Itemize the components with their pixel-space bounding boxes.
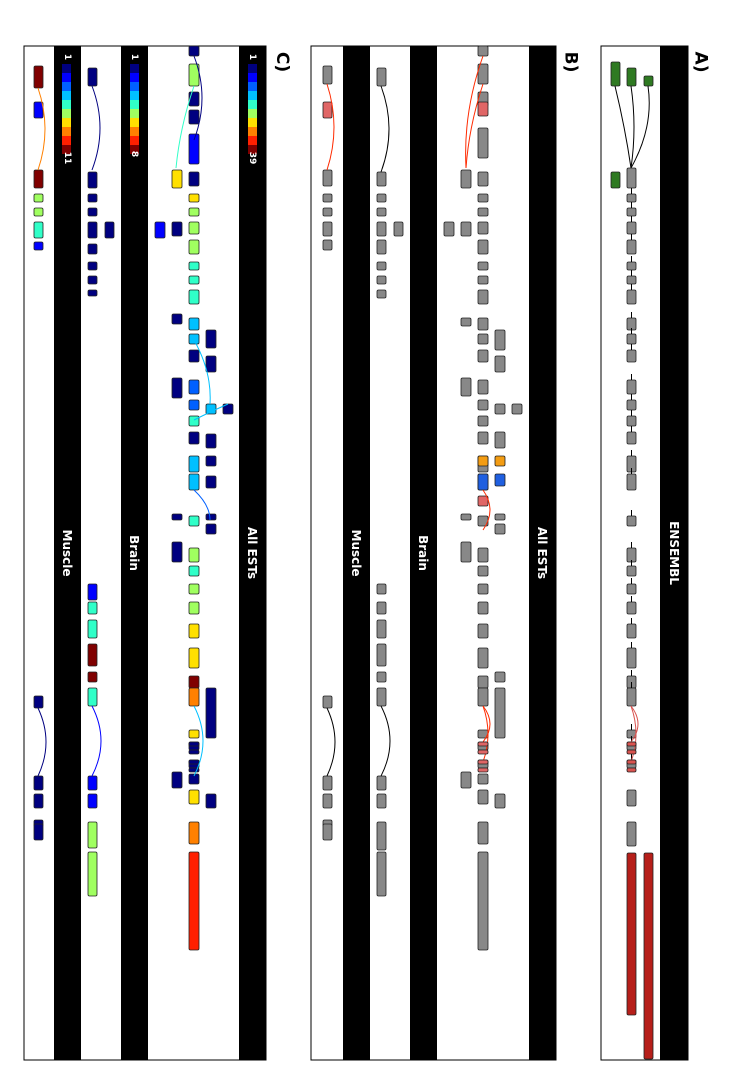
micro-exon-a [627, 750, 636, 754]
exon-b [478, 262, 488, 270]
exon-b-alt [461, 514, 471, 520]
exon-b-orange [478, 456, 488, 466]
first-exon-alt-3 [644, 76, 653, 86]
exon-c-alt [206, 794, 216, 808]
micro-exon-c [189, 742, 199, 746]
exon-c [189, 290, 199, 304]
exon-c-muscle [34, 696, 43, 708]
exon-c-brain [88, 68, 97, 86]
exon-c [189, 194, 199, 202]
color-scale-swatch [62, 136, 71, 145]
scale-brain-min: 1 [129, 53, 139, 61]
exon-c-brain [88, 290, 97, 296]
color-scale-swatch [248, 73, 257, 82]
exon-c-muscle [34, 194, 43, 202]
exon-c [189, 262, 199, 270]
color-scale-swatch [62, 100, 71, 109]
exon-a [627, 432, 636, 444]
micro-exon-a [627, 742, 636, 746]
color-scale-swatch [248, 100, 257, 109]
exon-b-alt [495, 404, 505, 414]
color-scale-swatch [62, 118, 71, 127]
exon-b-brain [377, 222, 386, 236]
first-exon-alt-1 [611, 62, 620, 86]
exon-b-brain [377, 644, 386, 666]
exon-b-alt [461, 170, 471, 188]
exon-b-brain [377, 852, 386, 896]
micro-exon-a [627, 768, 636, 772]
exon-b-alt [495, 672, 505, 682]
exon-b-muscle [323, 66, 332, 84]
exon-c-alt [206, 456, 216, 466]
scale-muscle-min: 1 [62, 53, 72, 61]
exon-c [189, 380, 199, 394]
exon-a [627, 400, 636, 410]
exon-a [627, 822, 636, 846]
exon-c-alt [172, 514, 182, 520]
exon-b-muscle [323, 222, 332, 236]
exon-c-brain [88, 822, 97, 848]
exon-c [189, 92, 199, 106]
exon-b [478, 350, 488, 362]
exon-a [627, 350, 636, 362]
exon-b-terminal [478, 852, 488, 950]
exon-c-alt [172, 222, 182, 236]
exon-c [189, 318, 199, 330]
exon-b-alt [495, 356, 505, 372]
exon-b [478, 822, 488, 844]
exon-c-brain [88, 672, 97, 682]
exon-b-blue [495, 474, 505, 486]
exon-b-muscle [323, 170, 332, 186]
exon-a-start [627, 168, 636, 188]
scale-all-min: 1 [247, 53, 257, 61]
exon-c-brain [88, 776, 97, 790]
exon-c [189, 516, 199, 526]
exon-c-muscle [34, 222, 43, 238]
exon-b [478, 128, 488, 158]
exon-b [478, 334, 488, 344]
exon-c-brain [88, 688, 97, 706]
exon-c [189, 822, 199, 844]
exon-c-muscle [34, 102, 43, 118]
exon-b-alt [512, 404, 522, 414]
exon-b-muscle [323, 794, 332, 808]
first-exon-alt-2 [627, 68, 636, 86]
exon-b [478, 432, 488, 444]
exon-b [478, 222, 488, 234]
scale-all-max: 39 [247, 151, 257, 165]
exon-c-muscle [34, 776, 43, 790]
exon-a [627, 290, 636, 304]
micro-exon-b [478, 768, 488, 772]
panel-c-track-all-ests: All ESTs [245, 526, 259, 580]
exon-c-muscle [34, 66, 43, 88]
exon-b-brain [377, 276, 386, 284]
exon-a [627, 208, 636, 216]
micro-exon-b [478, 742, 488, 746]
color-scale-swatch [248, 64, 257, 73]
exon-b [478, 416, 488, 426]
exon-b-muscle [323, 696, 332, 708]
exon-a [627, 548, 636, 562]
exon-c-muscle [34, 170, 43, 188]
exon-b [478, 790, 488, 804]
exon-c [189, 602, 199, 614]
exon-b [478, 624, 488, 638]
exon-c [189, 474, 199, 490]
exon-c-alt [206, 514, 216, 520]
exon-b-brain [377, 672, 386, 682]
color-scale-swatch [248, 82, 257, 91]
exon-c-alt [155, 222, 165, 238]
exon-c-brain [88, 244, 97, 254]
exon-c [189, 350, 199, 362]
exon-c-alt [172, 314, 182, 324]
exon-c-brain [88, 602, 97, 614]
exon-b-brain [377, 822, 386, 850]
micro-exon-b [478, 750, 488, 754]
color-scale-swatch [248, 109, 257, 118]
exon-b-brain [377, 68, 386, 86]
exon-a [627, 688, 636, 706]
color-scale-swatch [248, 127, 257, 136]
exon-a [627, 584, 636, 594]
exon-b [478, 208, 488, 216]
exon-b-muscle [323, 194, 332, 202]
exon-b-brain-alt [394, 222, 403, 236]
color-scale-swatch [130, 127, 139, 136]
exon-b-alt [461, 222, 471, 236]
exon-b-first [478, 46, 488, 56]
terminal-exon-a-1 [627, 853, 636, 1015]
exon-b-highlight [478, 102, 488, 116]
exon-c [189, 456, 199, 472]
exon-c-brain [88, 794, 97, 808]
exon-b-alt [495, 514, 505, 520]
exon-c [189, 688, 199, 706]
exon-a [627, 276, 636, 284]
exon-a [627, 416, 636, 426]
micro-exon-b [478, 760, 488, 764]
exon-c [189, 46, 199, 56]
exon-b-alt [461, 318, 471, 326]
exon-a [627, 648, 636, 668]
exon-b [478, 774, 488, 784]
exon-b [478, 566, 488, 576]
color-scale-swatch [248, 136, 257, 145]
exon-c [189, 400, 199, 410]
terminal-exon-a-2 [644, 853, 653, 1059]
panel-b-track-brain: Brain [416, 535, 430, 571]
exon-b [478, 676, 488, 688]
exon-c-brain [88, 222, 97, 238]
exon-c [189, 416, 199, 426]
exon-b [478, 240, 488, 254]
panel-c-track-muscle: Muscle [60, 529, 74, 577]
exon-c-brain [88, 644, 97, 666]
exon-b-alt [495, 432, 505, 448]
exon-c-brain [88, 276, 97, 284]
exon-b-brain [377, 262, 386, 270]
micro-exon-c [189, 760, 199, 764]
exon-c-alt [206, 434, 216, 448]
exon-b-muscle [323, 208, 332, 216]
exon-c-muscle [34, 824, 43, 840]
exon-b [478, 400, 488, 410]
exon-b-brain [377, 688, 386, 706]
exon-c-alt [206, 330, 216, 348]
exon-b-alt [461, 542, 471, 562]
exon-a [627, 624, 636, 638]
color-scale-swatch [130, 109, 139, 118]
panel-c-track-brain: Brain [127, 535, 141, 571]
exon-c-alt [206, 524, 216, 534]
exon-b [478, 648, 488, 668]
exon-c-alt [172, 378, 182, 398]
exon-a [627, 240, 636, 254]
color-scale-swatch [62, 82, 71, 91]
exon-c-brain [88, 194, 97, 202]
exon-c [189, 222, 199, 234]
exon-b-brain [377, 194, 386, 202]
exon-b-brain [377, 208, 386, 216]
exon-a [627, 790, 636, 806]
panel-a-track-label: ENSEMBL [667, 521, 681, 585]
color-scale-swatch [130, 73, 139, 82]
exon-a [627, 262, 636, 270]
panel-c-letter: C) [272, 51, 293, 73]
exon-c [189, 676, 199, 688]
micro-exon-a [627, 760, 636, 764]
exon-c-brain [88, 584, 97, 600]
exon-b [478, 276, 488, 284]
color-scale-swatch [248, 91, 257, 100]
exon-b-orange [495, 456, 505, 466]
exon-b-muscle-highlight [323, 102, 332, 118]
exon-c-brain [88, 262, 97, 270]
color-scale-swatch [62, 127, 71, 136]
color-scale-swatch [248, 118, 257, 127]
first-exon-alt-4 [611, 172, 620, 188]
exon-a [627, 474, 636, 490]
exon-b-brain [377, 240, 386, 254]
exon-b [478, 688, 488, 706]
exon-a [627, 194, 636, 202]
exon-b-alt [495, 330, 505, 350]
exon-c-brain-alt [105, 222, 114, 238]
exon-a [627, 566, 636, 576]
exon-a [627, 516, 636, 526]
exon-b [478, 584, 488, 594]
exon-c-brain [88, 172, 97, 188]
exon-b [478, 172, 488, 186]
exon-c-alt [172, 542, 182, 562]
exon-b-alt [495, 524, 505, 534]
color-scale-swatch [62, 109, 71, 118]
exon-c [189, 134, 199, 164]
exon-b [478, 602, 488, 614]
exon-c [189, 790, 199, 804]
exon-c [189, 240, 199, 254]
color-scale-swatch [62, 64, 71, 73]
exon-c-alt [172, 772, 182, 788]
exon-c [189, 334, 199, 344]
exon-b-alt [461, 772, 471, 788]
panel-b-track-muscle: Muscle [349, 529, 363, 577]
exon-b-muscle [323, 240, 332, 250]
exon-a [627, 380, 636, 394]
exon-c [189, 624, 199, 638]
exon-b-alt [495, 794, 505, 808]
exon-c-brain [88, 208, 97, 216]
scale-brain-max: 8 [129, 150, 139, 158]
exon-c-muscle [34, 242, 43, 250]
exon-a [627, 222, 636, 234]
exon-b-brain [377, 776, 386, 790]
exon-c [189, 172, 199, 186]
exon-c [189, 110, 199, 124]
exon-c-muscle [34, 794, 43, 808]
exon-c [189, 648, 199, 668]
exon-c-terminal [189, 852, 199, 950]
exon-b-alt [495, 688, 505, 738]
exon-c-alt [206, 476, 216, 488]
exon-c [189, 548, 199, 562]
exon-c-alt [172, 170, 182, 188]
panel-b-letter: B) [560, 51, 581, 73]
scale-muscle-max: 11 [62, 151, 72, 165]
exon-b-alt [444, 222, 454, 236]
exon-c-alt [206, 688, 216, 738]
exon-c [189, 432, 199, 444]
exon-b-brain [377, 172, 386, 186]
color-scale-swatch [62, 73, 71, 82]
color-scale-swatch [130, 118, 139, 127]
color-scale-swatch [130, 91, 139, 100]
exon-b-brain [377, 290, 386, 298]
exon-a [627, 602, 636, 614]
exon-c-brain [88, 852, 97, 896]
exon-c [189, 566, 199, 576]
color-scale-swatch [130, 82, 139, 91]
exon-b-muscle [323, 776, 332, 790]
color-scale-swatch [130, 100, 139, 109]
exon-b-brain [377, 602, 386, 614]
exon-b-brain [377, 584, 386, 594]
exon-c [189, 730, 199, 738]
exon-b [478, 380, 488, 394]
exon-b-highlight [478, 496, 488, 506]
color-scale-swatch [130, 136, 139, 145]
panel-b-track-all-ests: All ESTs [535, 526, 549, 580]
exon-b-muscle [323, 824, 332, 840]
exon-c [189, 208, 199, 216]
exon-b [478, 548, 488, 562]
exon-b-blue [478, 474, 488, 490]
exon-c-muscle [34, 208, 43, 216]
exon-c [189, 584, 199, 594]
exon-c-alt [206, 404, 216, 414]
exon-b [478, 318, 488, 330]
exon-b-brain [377, 620, 386, 638]
panel-a-letter: A) [690, 51, 711, 73]
exon-b-brain [377, 794, 386, 808]
exon-c-brain [88, 620, 97, 638]
exon-c [189, 276, 199, 284]
micro-exon-c [189, 750, 199, 754]
color-scale-swatch [62, 91, 71, 100]
exon-b-alt [461, 378, 471, 396]
exon-a [627, 334, 636, 344]
exon-b [478, 290, 488, 304]
exon-c-alt [206, 356, 216, 372]
exon-b [478, 194, 488, 202]
color-scale-swatch [130, 64, 139, 73]
